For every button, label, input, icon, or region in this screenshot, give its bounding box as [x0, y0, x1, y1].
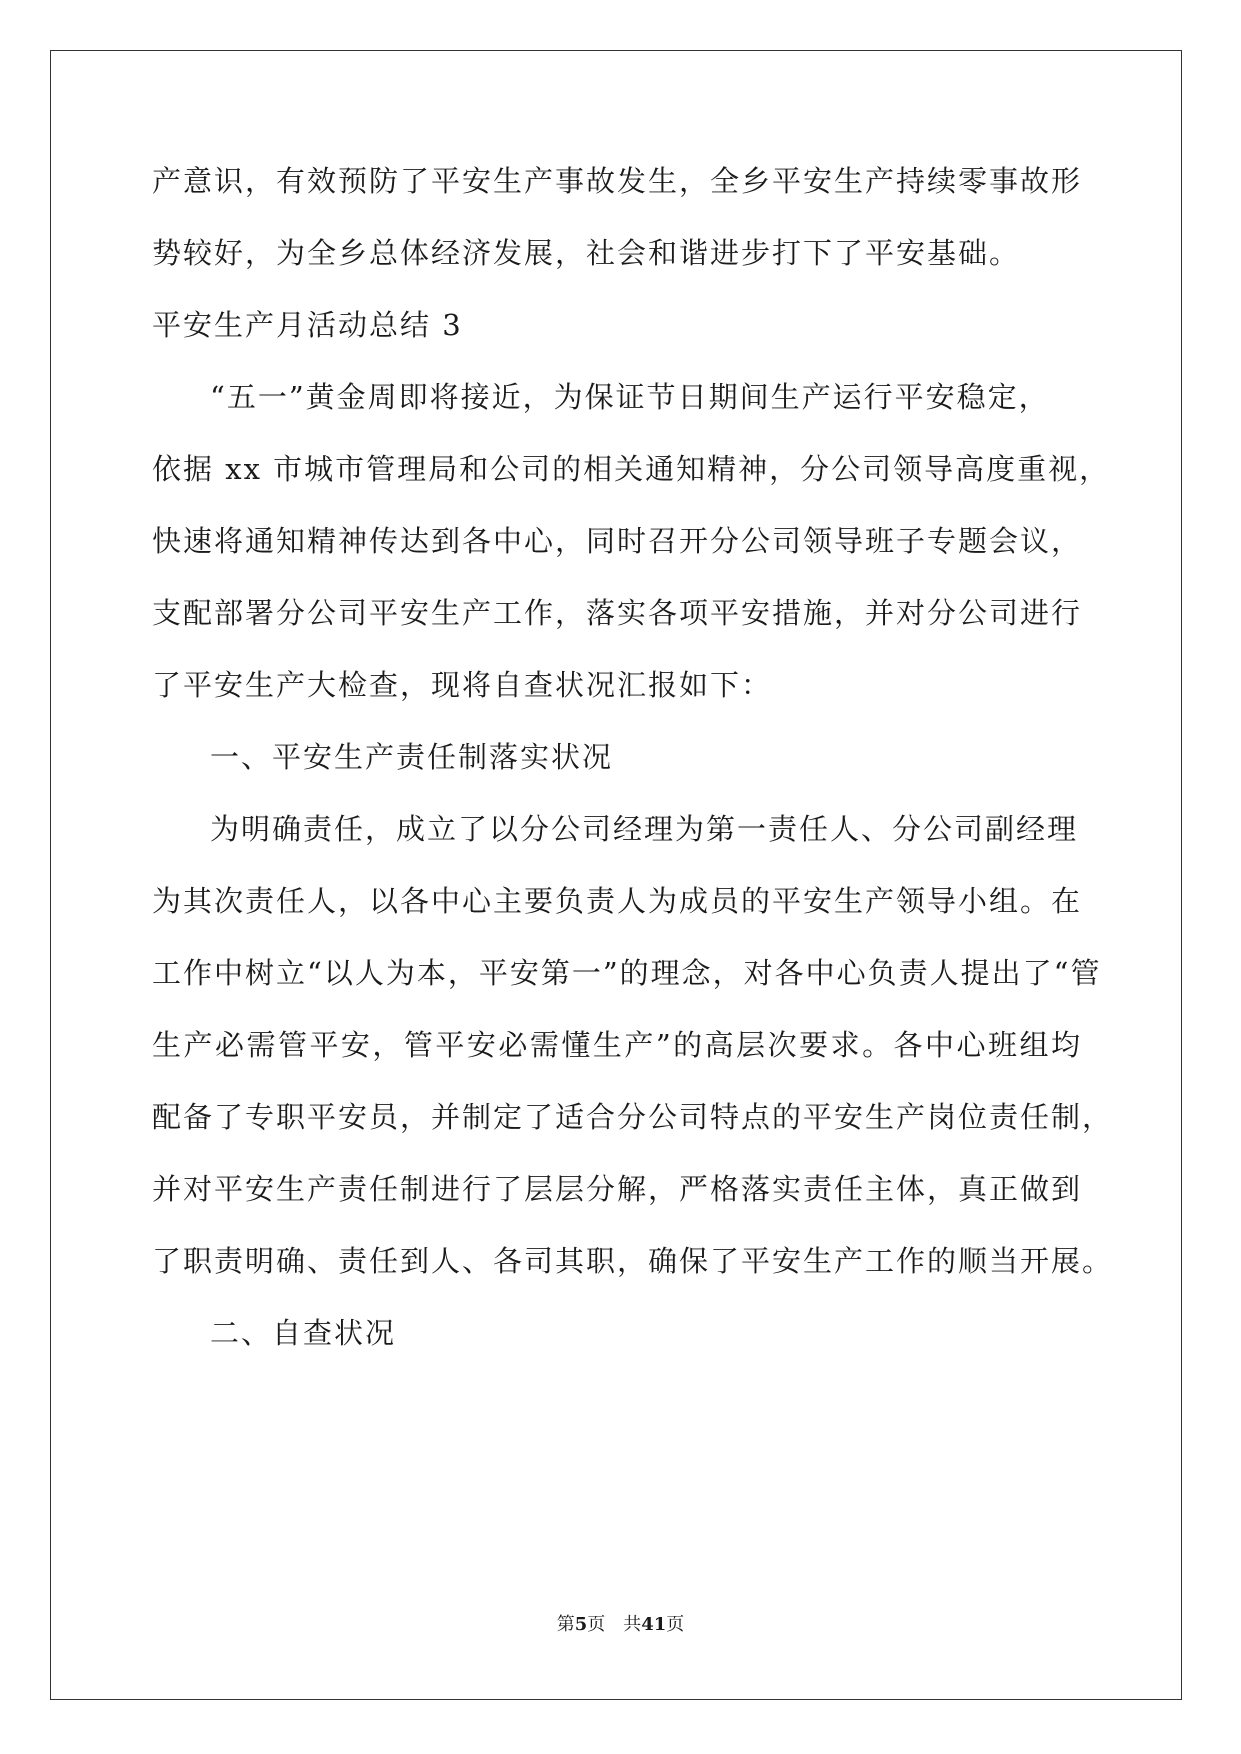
page-footer	[0, 1610, 1241, 1636]
footer-total-prefix: 共	[623, 1614, 642, 1635]
paragraph-line: 势较好，为全乡总体经济发展，社会和谐进步打下了平安基础。	[152, 236, 1021, 270]
paragraph-line: 了职责明确、责任到人、各司其职，确保了平安生产工作的顺当开展。	[152, 1244, 1114, 1278]
footer-page-number: 5	[574, 1614, 588, 1635]
footer-total-unit: 页	[666, 1614, 685, 1635]
section-title: 平安生产月活动总结 3	[152, 308, 463, 342]
paragraph-line: “五一”黄金周即将接近，为保证节日期间生产运行平安稳定，	[210, 380, 1050, 414]
paragraph-line: 生产必需管平安，管平安必需懂生产”的高层次要求。各中心班组均	[152, 1028, 1082, 1062]
paragraph-line: 支配部署分公司平安生产工作，落实各项平安措施，并对分公司进行	[152, 596, 1083, 630]
paragraph-line: 工作中树立“以人为本，平安第一”的理念，对各中心负责人提出了“管	[152, 956, 1102, 990]
paragraph-line: 快速将通知精神传达到各中心，同时召开分公司领导班子专题会议，	[152, 524, 1083, 558]
paragraph-line: 为明确责任，成立了以分公司经理为第一责任人、分公司副经理	[210, 812, 1079, 846]
footer-page-prefix: 第	[556, 1614, 575, 1635]
section-heading: 二、自查状况	[210, 1316, 397, 1350]
paragraph-line: 并对平安生产责任制进行了层层分解，严格落实责任主体，真正做到	[152, 1172, 1083, 1206]
footer-page-unit: 页	[587, 1614, 606, 1635]
paragraph-line: 配备了专职平安员，并制定了适合分公司特点的平安生产岗位责任制，	[152, 1100, 1114, 1134]
footer-total-pages: 41	[641, 1614, 667, 1635]
section-heading: 一、平安生产责任制落实状况	[210, 740, 614, 774]
paragraph-line: 产意识，有效预防了平安生产事故发生，全乡平安生产持续零事故形	[152, 164, 1083, 198]
page-border	[50, 50, 1182, 1700]
paragraph-line: 依据 xx 市城市管理局和公司的相关通知精神，分公司领导高度重视，	[152, 452, 1111, 486]
paragraph-line: 为其次责任人，以各中心主要负责人为成员的平安生产领导小组。在	[152, 884, 1083, 918]
paragraph-line: 了平安生产大检查，现将自查状况汇报如下：	[152, 668, 773, 702]
